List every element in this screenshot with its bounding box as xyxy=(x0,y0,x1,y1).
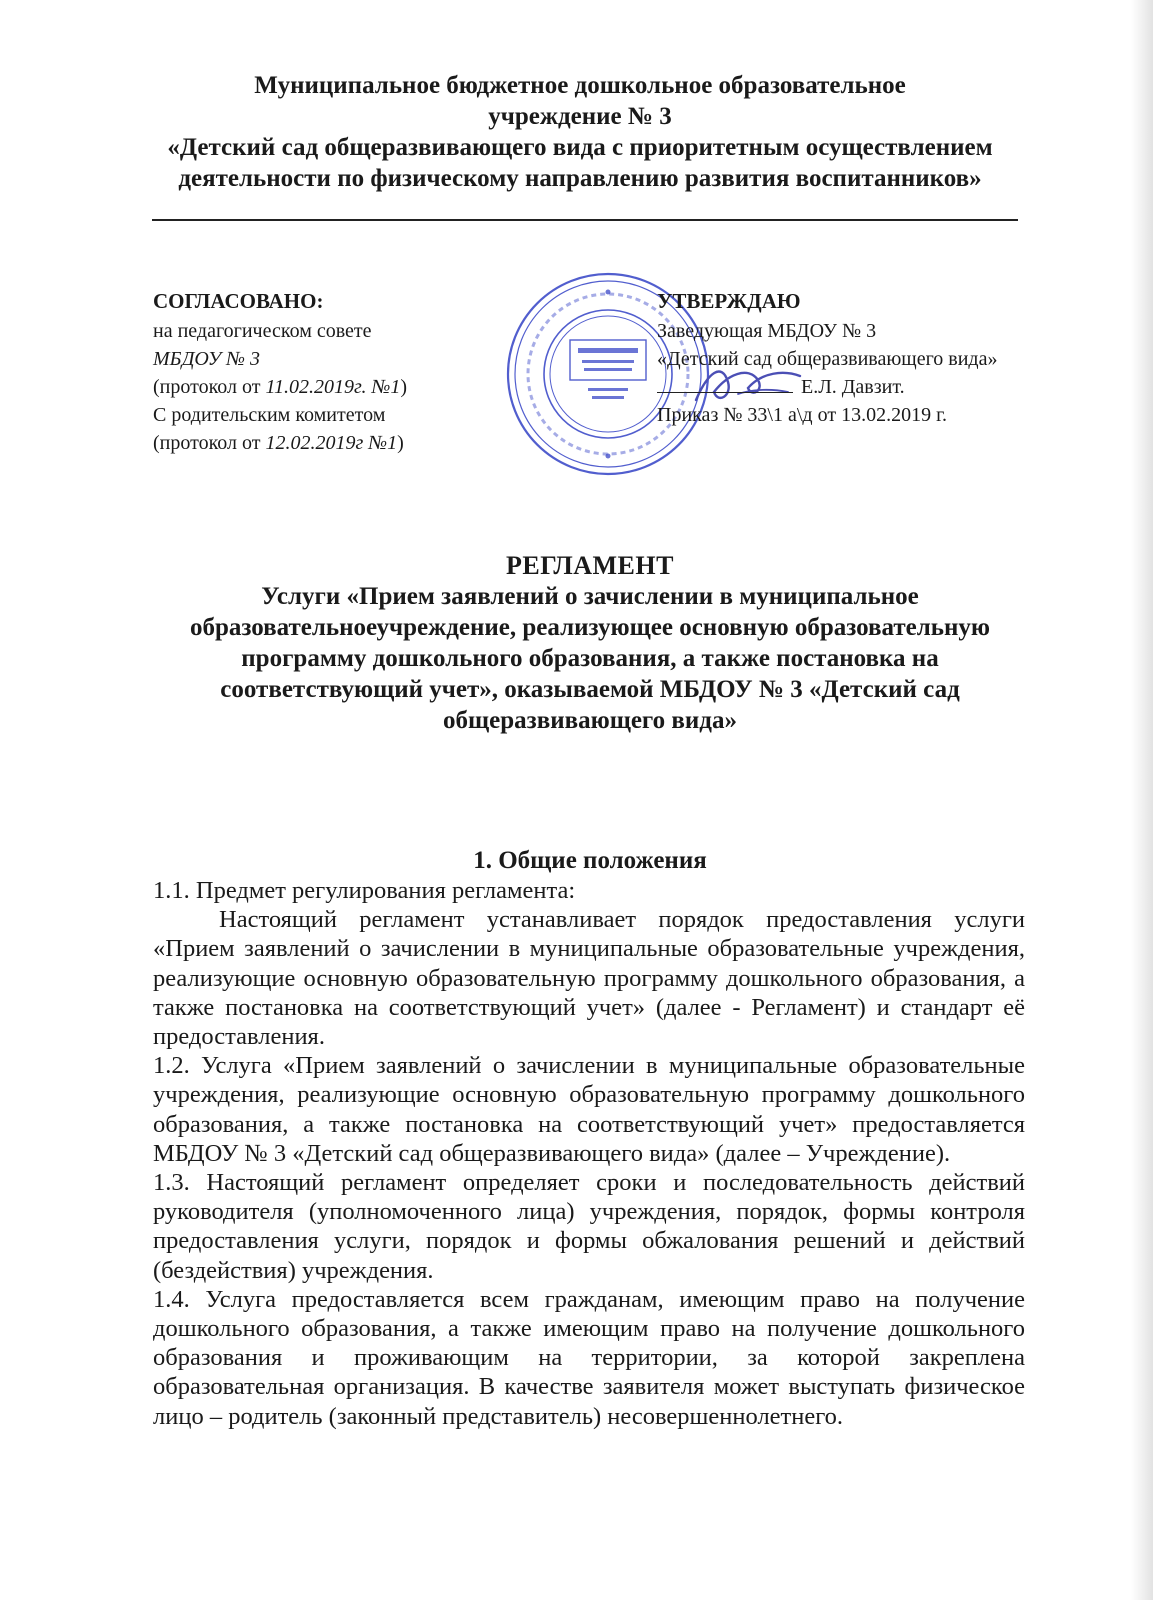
regulation-title-block xyxy=(150,550,1030,736)
section-body xyxy=(153,876,1025,1431)
approval-left-line-4: С родительским комитетом xyxy=(153,404,386,426)
regulation-line-5: общеразвивающего вида» xyxy=(443,707,737,734)
approval-right-line-4: Приказ № 33\1 а\д от 13.02.2019 г. xyxy=(657,404,948,426)
paragraph-1-3: 1.3. Настоящий регламент определяет сроки и последовательность действий руководителя (уполномоченного лица) учреждения, порядок, формы контроля предоставления услуги, порядок и формы обжалования решений и действий (бездействия) учреждения. xyxy=(153,1169,1025,1284)
regulation-title: РЕГЛАМЕНТ xyxy=(506,551,674,580)
approval-right-line-1: Заведующая МБДОУ № 3 xyxy=(657,320,877,342)
approval-right-line-2: «Детский сад общеразвивающего вида» xyxy=(657,348,998,370)
scan-shadow-edge xyxy=(1131,0,1153,1600)
protocol-prefix: (протокол от xyxy=(153,376,266,398)
approval-left-line-5 xyxy=(153,429,493,457)
approval-right-title: УТВЕРЖДАЮ xyxy=(657,289,801,313)
paragraph-1-1-text: Настоящий регламент устанавливает порядок предоставления услуги «Прием заявлений о зачислении в муниципальные образовательные учреждения, реализующие основную образовательную программу дошкольного образования, а также постановка на соответствующий учет» (далее - Регламент) и стандарт её предоставления. xyxy=(153,906,1025,1051)
approval-right-line-3 xyxy=(657,373,1077,401)
paragraph-1-4: 1.4. Услуга предоставляется всем гражданам, имеющим право на получение дошкольного образования, а также имеющим право на получение дошкольного образования и проживающим на территории, за которой закреплена образовательная организация. В качестве заявителя может выступать физическое лицо – родитель (законный представитель) несовершеннолетнего. xyxy=(153,1285,1025,1430)
header-line-2: учреждение № 3 xyxy=(488,103,672,130)
regulation-line-2: образовательноеучреждение, реализующее основную образовательную xyxy=(189,614,991,641)
approval-left-block xyxy=(153,287,493,457)
approval-left-line-2: МБДОУ № 3 xyxy=(153,348,261,370)
header-line-4: деятельности по физическому направлению развития воспитанников» xyxy=(178,165,982,192)
director-name: Е.Л. Давзит. xyxy=(801,376,905,398)
header-line-1: Муниципальное бюджетное дошкольное образовательное xyxy=(254,72,906,99)
protocol-prefix-2: (протокол от xyxy=(153,432,266,454)
signature-line xyxy=(657,374,793,393)
protocol-suffix: ) xyxy=(400,376,408,398)
protocol-date-2: 12.02.2019г №1 xyxy=(265,432,398,454)
paragraph-1-2: 1.2. Услуга «Прием заявлений о зачислении в муниципальные образовательные учреждения, реализующие основную образовательную программу дошкольного образования, а также постановка на соответствующий учет» предоставляется МБДОУ № 3 «Детский сад общеразвивающего вида» (далее – Учреждение). xyxy=(153,1052,1025,1167)
header-line-3: «Детский сад общеразвивающего вида с приоритетным осуществлением xyxy=(167,134,993,161)
regulation-line-3: программу дошкольного образования, а также постановка на xyxy=(241,645,939,672)
institution-header xyxy=(140,70,1020,194)
regulation-line-4: соответствующий учет», оказываемой МБДОУ № 3 «Детский сад xyxy=(220,676,960,703)
section-heading: 1. Общие положения xyxy=(473,847,707,874)
protocol-date-1: 11.02.2019г. №1 xyxy=(265,376,401,398)
regulation-line-1: Услуги «Прием заявлений о зачислении в муниципальное xyxy=(261,583,919,610)
approval-left-line-1: на педагогическом совете xyxy=(153,320,372,342)
header-divider xyxy=(152,219,1018,221)
protocol-suffix-2: ) xyxy=(397,432,404,454)
paragraph-1-1-title: 1.1. Предмет регулирования регламента: xyxy=(153,877,576,904)
approval-left-title: СОГЛАСОВАНО: xyxy=(153,289,324,313)
approval-left-line-3 xyxy=(153,373,493,401)
approval-right-block xyxy=(657,287,1077,429)
